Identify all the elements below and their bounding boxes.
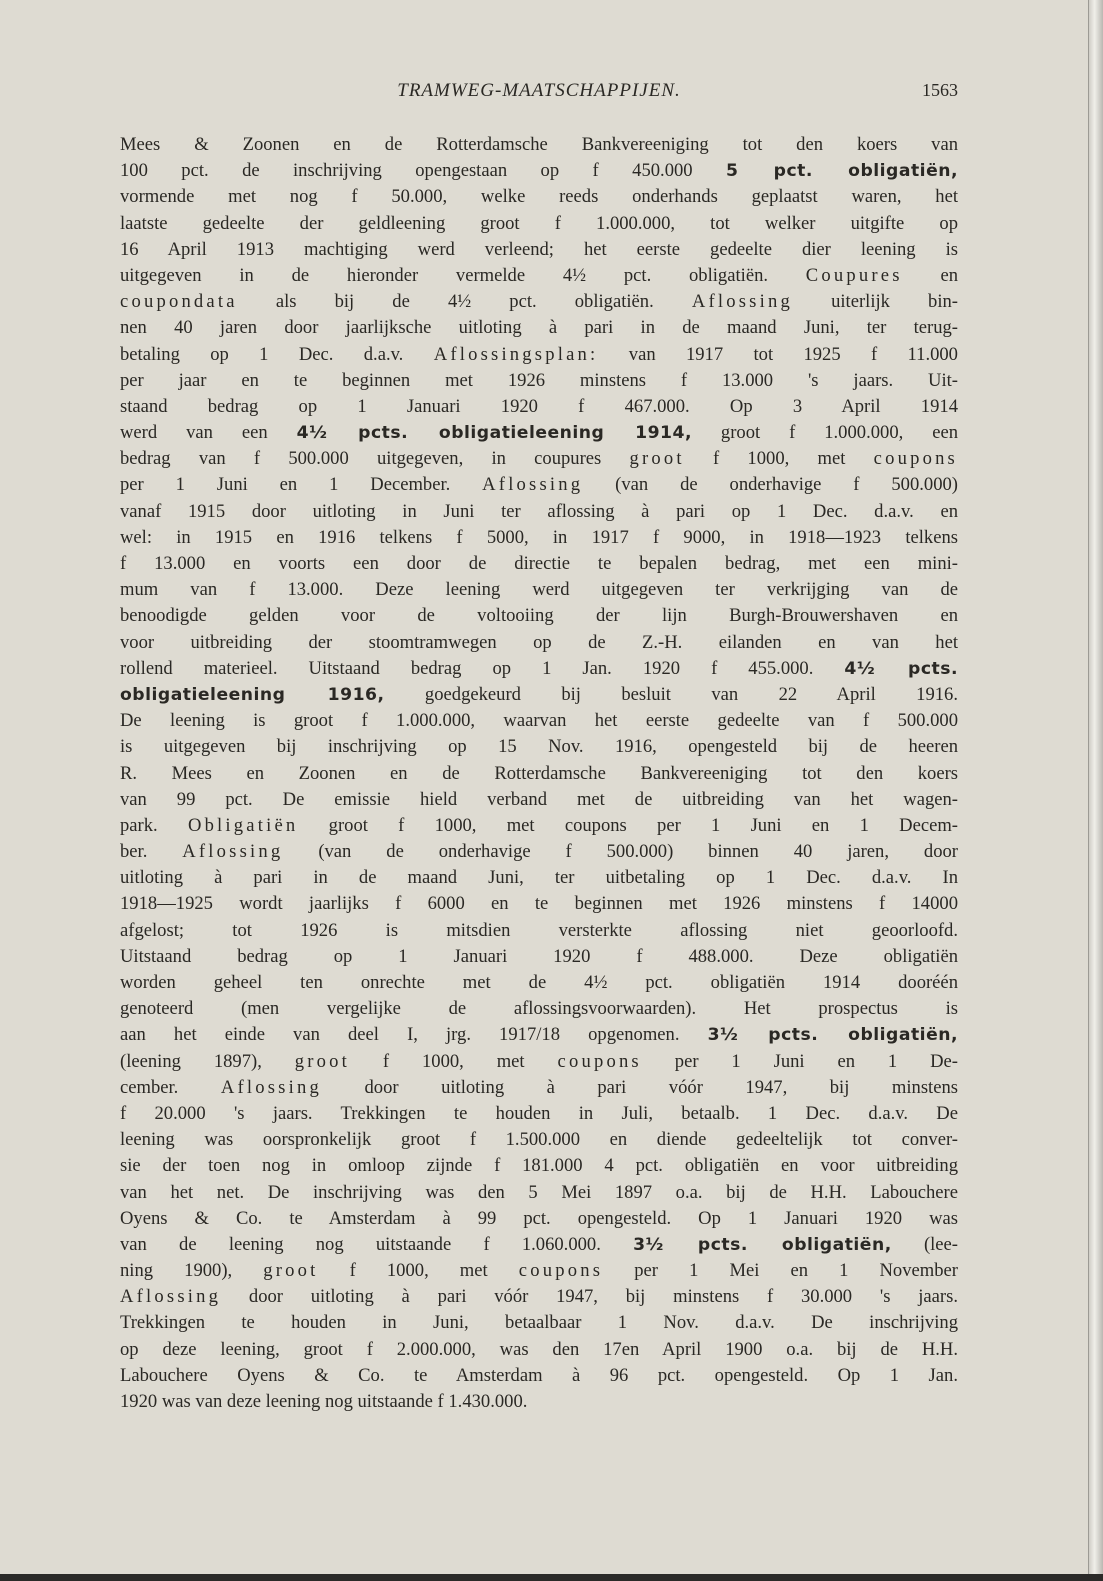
- text-line: [120, 1075, 958, 1101]
- text-segment: van het net. De inschrijving was den 5 Mei 1897 o.a. bij de H.H. Labouchere: [120, 1181, 958, 1203]
- text-segment: f 1000, met: [318, 1260, 519, 1282]
- text-segment: staand bedrag op 1 Januari 1920 f 467.000. Op 3 April 1914: [120, 395, 958, 417]
- spaced-term: Aflossing: [691, 291, 793, 313]
- text-line: [120, 1206, 958, 1232]
- spaced-term: groot: [294, 1050, 350, 1072]
- text-segment: betaling op 1 Dec. d.a.v.: [120, 343, 434, 365]
- running-title: TRAMWEG-MAATSCHAPPIJEN.: [397, 80, 681, 101]
- text-line: [120, 787, 958, 813]
- text-line: [120, 1180, 958, 1206]
- text-segment: als bij de 4½ pct. obligatiën.: [237, 291, 692, 313]
- text-line: [120, 263, 958, 289]
- spaced-term: Aflossing: [120, 1286, 222, 1308]
- text-line: [120, 577, 958, 603]
- text-line: [120, 1284, 958, 1310]
- text-line: [120, 1101, 958, 1127]
- text-line: [120, 211, 958, 237]
- loan-heading: 4½ pcts.: [844, 658, 958, 679]
- text-segment: sie der toen nog in omloop zijnde f 181.000 4 pct. obligatiën en voor uitbreiding: [120, 1155, 958, 1177]
- text-segment: (van de onderhavige f 500.000): [583, 474, 958, 496]
- text-line: [120, 656, 958, 682]
- text-segment: goedgekeurd bij besluit van 22 April 1916.: [384, 683, 959, 705]
- text-segment: ning 1900),: [120, 1260, 264, 1282]
- text-segment: laatste gedeelte der geldleening groot f 1.000.000, tot welker uitgifte op: [120, 212, 958, 234]
- text-segment: uiterlijk bin-: [792, 291, 959, 313]
- text-line: [120, 446, 958, 472]
- text-line: [120, 918, 958, 944]
- text-line: [120, 132, 958, 158]
- text-segment: per 1 Mei en 1 November: [603, 1260, 958, 1282]
- text-line: [120, 1363, 958, 1389]
- text-line: [120, 158, 958, 184]
- text-segment: (van de onderhavige f 500.000) binnen 40 jaren, door: [283, 841, 958, 863]
- text-segment: bedrag van f 500.000 uitgegeven, in coupures: [120, 448, 630, 470]
- text-line: [120, 289, 958, 315]
- text-line: [120, 237, 958, 263]
- text-segment: afgelost; tot 1926 is mitsdien versterkte aflossing niet geoorloofd.: [120, 919, 958, 941]
- text-segment: door uitloting à pari vóór 1947, bij minstens: [321, 1076, 959, 1098]
- text-segment: mum van f 13.000. Deze leening werd uitgegeven ter verkrijging van de: [120, 579, 958, 601]
- page-header: [120, 80, 958, 110]
- page-edge-right: [1089, 0, 1103, 1581]
- spaced-term: groot: [629, 448, 685, 470]
- text-segment: genoteerd (men vergelijke de aflossingsvoorwaarden). Het prospectus is: [120, 998, 958, 1020]
- text-line: [120, 734, 958, 760]
- text-line: [120, 394, 958, 420]
- text-line: [120, 420, 958, 446]
- text-line: [120, 1337, 958, 1363]
- text-segment: R. Mees en Zoonen en de Rotterdamsche Bankvereeniging tot den koers: [120, 762, 958, 784]
- text-line: [120, 682, 958, 708]
- text-line: [120, 944, 958, 970]
- spaced-term: Aflossingsplan:: [433, 343, 599, 365]
- text-line: [120, 970, 958, 996]
- text-segment: 100 pct. de inschrijving opengestaan op f 450.000: [120, 160, 726, 182]
- text-segment: van de leening nog uitstaande f 1.060.000.: [120, 1233, 634, 1255]
- text-segment: en: [902, 264, 958, 286]
- spaced-term: Aflossing: [482, 474, 584, 496]
- text-line: [120, 1258, 958, 1284]
- text-line: [120, 184, 958, 210]
- text-segment: f 1000, met: [684, 448, 874, 470]
- text-segment: is uitgegeven bij inschrijving op 15 Nov. 1916, opengesteld bij de heeren: [120, 736, 958, 758]
- text-segment: werd van een: [120, 422, 297, 444]
- text-line: [120, 865, 958, 891]
- text-segment: cember.: [120, 1076, 221, 1098]
- text-segment: 1920 was van deze leening nog uitstaande f 1.430.000.: [120, 1391, 528, 1412]
- text-segment: groot f 1.000.000, een: [691, 422, 959, 444]
- text-segment: van 1917 tot 1925 f 11.000: [598, 343, 958, 365]
- loan-heading: obligatieleening 1916,: [120, 684, 385, 705]
- text-segment: vormende met nog f 50.000, welke reeds onderhands geplaatst waren, het: [120, 186, 958, 208]
- text-line: [120, 1389, 958, 1415]
- text-segment: van 99 pct. De emissie hield verband met de uitbreiding van het wagen-: [120, 788, 958, 810]
- text-segment: benoodigde gelden voor de voltooiing der lijn Burgh-Brouwershaven en: [120, 605, 958, 627]
- text-segment: uitloting à pari in de maand Juni, ter uitbetaling op 1 Dec. d.a.v. In: [120, 867, 958, 889]
- spaced-term: groot: [263, 1260, 319, 1282]
- text-segment: 16 April 1913 machtiging werd verleend; het eerste gedeelte dier leening is: [120, 238, 958, 260]
- body-text: [120, 132, 958, 1415]
- loan-heading: 4½ pcts. obligatieleening 1914,: [296, 423, 692, 444]
- text-segment: nen 40 jaren door jaarlijksche uitloting à pari in de maand Juni, ter terug-: [120, 317, 958, 339]
- text-segment: op deze leening, groot f 2.000.000, was den 17en April 1900 o.a. bij de H.H.: [120, 1338, 958, 1360]
- text-segment: Trekkingen te houden in Juni, betaalbaar 1 Nov. d.a.v. De inschrijving: [120, 1312, 958, 1334]
- text-line: [120, 368, 958, 394]
- text-segment: worden geheel ten onrechte met de 4½ pct. obligatiën 1914 dooréén: [120, 972, 958, 993]
- spaced-term: coupons: [873, 448, 958, 470]
- spaced-term: coupondata: [120, 291, 238, 313]
- text-segment: f 13.000 en voorts een door de directie te bepalen bedrag, met een mini-: [120, 553, 958, 574]
- text-line: [120, 839, 958, 865]
- text-segment: (lee-: [891, 1233, 958, 1255]
- text-segment: ber.: [120, 841, 183, 863]
- text-line: [120, 1022, 958, 1048]
- text-line: [120, 342, 958, 368]
- spaced-term: Obligatiën: [187, 814, 299, 836]
- text-line: [120, 499, 958, 525]
- text-segment: Mees & Zoonen en de Rotterdamsche Bankvereeniging tot den koers van: [120, 134, 958, 155]
- text-line: [120, 630, 958, 656]
- text-line: [120, 1232, 958, 1258]
- loan-heading: 3½ pcts. obligatiën,: [707, 1025, 958, 1046]
- text-segment: aan het einde van deel I, jrg. 1917/18 opgenomen.: [120, 1024, 708, 1046]
- text-segment: Oyens & Co. te Amsterdam à 99 pct. opengesteld. Op 1 Januari 1920 was: [120, 1207, 958, 1229]
- text-segment: leening was oorspronkelijk groot f 1.500.000 en diende gedeeltelijk tot conver-: [120, 1129, 958, 1151]
- text-segment: groot f 1000, met coupons per 1 Juni en 1 Decem-: [298, 814, 958, 836]
- text-segment: (leening 1897),: [120, 1050, 295, 1072]
- text-segment: 1918—1925 wordt jaarlijks f 6000 en te beginnen met 1926 minstens f 14000: [120, 893, 958, 915]
- text-segment: per 1 Juni en 1 De-: [641, 1050, 958, 1072]
- text-segment: Uitstaand bedrag op 1 Januari 1920 f 488.000. Deze obligatiën: [120, 945, 958, 967]
- text-segment: voor uitbreiding der stoomtramwegen op de Z.-H. eilanden en van het: [120, 631, 958, 653]
- text-segment: f 20.000 's jaars. Trekkingen te houden in Juli, betaalb. 1 Dec. d.a.v. De: [120, 1102, 958, 1124]
- text-segment: rollend materieel. Uitstaand bedrag op 1 Jan. 1920 f 455.000.: [120, 657, 845, 679]
- text-line: [120, 1310, 958, 1336]
- text-segment: vanaf 1915 door uitloting in Juni ter aflossing à pari op 1 Dec. d.a.v. en: [120, 500, 958, 522]
- text-line: [120, 551, 958, 577]
- text-line: [120, 708, 958, 734]
- text-line: [120, 1127, 958, 1153]
- loan-heading: 3½ pcts. obligatiën,: [633, 1234, 892, 1255]
- loan-heading: 5 pct. obligatiën,: [725, 161, 958, 182]
- page-number: 1563: [922, 80, 958, 100]
- text-segment: park.: [120, 814, 188, 836]
- text-line: [120, 996, 958, 1022]
- text-line: [120, 1049, 958, 1075]
- text-line: [120, 1153, 958, 1179]
- text-line: [120, 761, 958, 787]
- text-segment: per jaar en te beginnen met 1926 minstens f 13.000 's jaars. Uit-: [120, 369, 958, 391]
- text-line: [120, 603, 958, 629]
- text-line: [120, 315, 958, 341]
- text-segment: f 1000, met: [350, 1050, 558, 1072]
- text-line: [120, 472, 958, 498]
- text-segment: De leening is groot f 1.000.000, waarvan het eerste gedeelte van f 500.000: [120, 710, 958, 732]
- page-edge-bottom: [0, 1574, 1103, 1581]
- spaced-term: Aflossing: [182, 841, 284, 863]
- text-line: [120, 891, 958, 917]
- text-segment: door uitloting à pari vóór 1947, bij minstens f 30.000 's jaars.: [221, 1286, 958, 1308]
- text-segment: wel: in 1915 en 1916 telkens f 5000, in 1917 f 9000, in 1918—1923 telkens: [120, 526, 958, 548]
- spaced-term: Coupures: [805, 264, 903, 286]
- spaced-term: coupons: [557, 1050, 642, 1072]
- text-line: [120, 813, 958, 839]
- spaced-term: Aflossing: [220, 1076, 322, 1098]
- text-segment: per 1 Juni en 1 December.: [120, 474, 483, 496]
- spaced-term: coupons: [518, 1260, 604, 1282]
- text-segment: uitgegeven in de hieronder vermelde 4½ pct. obligatiën.: [120, 264, 806, 286]
- text-line: [120, 525, 958, 551]
- text-segment: Labouchere Oyens & Co. te Amsterdam à 96 pct. opengesteld. Op 1 Jan.: [120, 1364, 958, 1386]
